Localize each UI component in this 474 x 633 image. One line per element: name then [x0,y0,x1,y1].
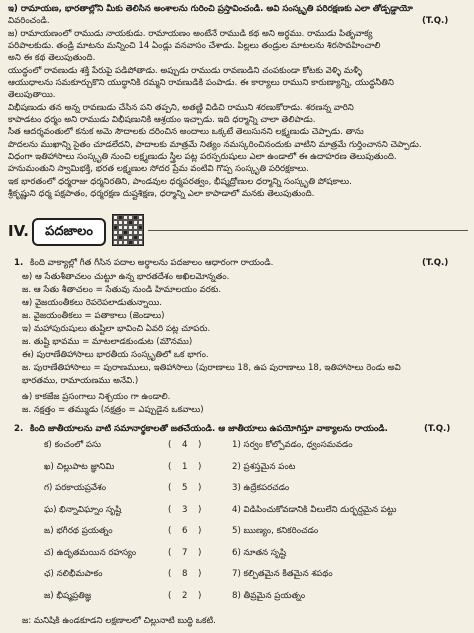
answer-bracket-close: ) [198,504,202,515]
match-right-item: 3) ఉద్రేకపరచడం [232,483,290,493]
answer-bracket-close: ) [198,569,202,579]
match-right-item: 4) విడిపించుకోవడానికి వీలులేని దుర్భర్షమైన పట్టు [232,504,397,515]
list-item: ఈ) పురాణేతిహాసాలు భారతీయ సంస్కృతిలో ఒక భాగం. [22,350,209,360]
answer-line: ఇక భారతంలో ధర్మరాజు ధర్మనిరతిని, పాండవుల ధర్మపరత్వం, భీష్మద్రోణుల ధర్మాన్ని సంస్కృతి పోషకాలు. [8,177,352,187]
answer-bracket-open: ( [168,569,172,579]
list-item: జ. నక్షత్తం = తమ్ముడు (నక్షత్రం = ఎప్పుడైన ఒకవాలు) [22,405,204,415]
match-right-item: 8) తీవ్రమైన ప్రయత్నం [232,590,306,601]
answer-line: తెలుపుతాయి. [8,90,56,100]
match-left-item: క) కంచంలో పసు [44,440,101,450]
match-right-item: 2) ప్రశస్తమైన పంట [232,461,296,472]
answer-line: సీత ఆదర్శవంతులో కనుక అమె సౌదాలకు దరించిన అందాలు ఒక్కటే తెలుసునని లక్ష్మణుడు చెప్పాడు. తాను [8,127,364,137]
match-left-item: జ) భీష్మప్రతిజ్ఞ [44,590,92,601]
answer-line: యుద్ధంలో రావణుడు శక్తి పేరుపై పడిపోతాడు. అప్పుడు రాముడు రావణుడిని చంపకుండా కోటకు వెళ్ళి మళ్ళీ [8,66,363,76]
answer-line: శ్రీకృష్ణుని ధర్మ పక్షపాతం, ధర్మరక్షణ దుష్టశిక్షణ, ధర్మాన్ని ఎలా కాపాడాలో మనకు తెలుపుతుంది. [8,189,315,199]
answer-bracket-open: ( [168,590,172,601]
list-item: జ. వైజయంతీకలు = పతాకాలు (జెండాలు) [22,311,165,321]
question-line: వివరించండి. [8,16,50,26]
answer-bracket-close: ) [198,483,202,493]
list-item: జ. పురాణేతిహాసాలు = పురాణములు, ఇతిహాసాలు (పురాణాలు 18, ఉప పురాణాలు 18, ఇతిహాసాలు రెండు అవి [22,363,401,373]
list-item: ఇ) మహాపురుషులు తుష్టిలా భావించి ఏవరి పట్ల చూపరు. [22,324,211,334]
match-answer: 1 [182,461,188,472]
tq-tag: (T.Q.) [422,258,449,268]
list-item: ఆ) వైజయంతీకలు రెపరెపలాడుతున్నాయి. [22,298,163,308]
list-item: ఉ) కాకజేజ ప్రసంగాలు నిశ్చయం గా ఉండాలి. [22,392,171,402]
match-left-item: ఖ) చిల్లుపాట జ్ఞానిమి [44,461,115,472]
answer-bracket-close: ) [198,526,202,536]
match-right-item: 6) నూతన సృష్టి [232,547,287,558]
match-left-item: ఙ) భగీరథ ప్రయత్నం [44,526,113,536]
tq-tag: (T.Q.) [424,424,451,434]
answer-line: విభీషణుడు తన అన్న రావణుడు చేసిన పని తప్పని, అతణ్ణి విడిచి రాముని శరణుకోరాడు. శరణన్న వారిని [8,103,354,113]
match-right-item: 5) ఋణ్యం, కనికరించడం [232,526,319,536]
answer-bracket-open: ( [168,483,172,493]
section-title: పదజాలం [32,218,106,246]
answer-bracket-open: ( [168,461,172,472]
answer-line: ఆయుధాలను సమకూర్చుకొని యుద్ధానికి రమ్మని రావణుడికి పంపాడు. ఈ కార్యాలు రాముని కారుణ్యాన్ని, యుద్ధనీతిని [8,78,394,88]
crossword-icon [112,214,144,246]
answer-bracket-open: ( [168,526,172,536]
match-answer: 7 [182,547,188,558]
answer-line: హనుమంతుని స్వామిభక్తి, భరత లక్ష్మణుల సోదర ప్రేమ వంటివి గొప్ప సంస్కృతి పరిరక్షకాలు. [8,164,309,174]
question-text: కింది వాక్యాల్లో గీత గీసిన పదాల అర్థాలను పదజాలం ఆధారంగా రాయండి. [30,258,274,268]
answer-line: కాపాడటం ధర్మం అని రాముడు విభీషణునికి ఆశ్రయం ఇచ్చాడు. ఇది ధర్మాన్ని చాలా తెలిపాడు. [8,115,316,125]
section-header [8,218,468,246]
match-answer: 4 [182,440,188,450]
tq-tag: (T.Q.) [422,16,449,26]
answer-line: జ) రామాయణంలో రాముడు నాయకుడు. రామాయణం అంటేనే రాముడి కథ అని అర్థము. రాముడు పితృవాక్య [8,29,373,39]
answer-bracket-open: ( [168,440,172,450]
answer-line: పొదలను ముఖాన్ని సైతం చూడలేదని, పాదాలకు మాత్రమే నిత్యం నమస్కరించినందుకు వాటిని మాత్రమే గుర్తించానని చెప్పాడు. [8,140,422,150]
answer-bracket-close: ) [198,440,202,450]
answer-line: అని ఈ కథ తెలుపుతుంది. [8,53,96,63]
match-right-item: 7) కల్పితమైన కీతమైన శపథం [232,569,333,579]
match-answer: 8 [182,569,188,579]
question-number: 2. [14,424,24,434]
match-left-item: ఘ) భిన్నావిఘ్నాం సృష్టి [44,504,122,515]
answer-line: పరిపాలకుడు. తండ్రి మాటను మన్నించి 14 ఏండ్లు వనవాసం చేశాడు. పిల్లలు తండ్రుల మాటలను శిరసావహించాలి [8,41,381,51]
match-answer: 6 [182,526,188,536]
match-left-item: చ) ఉదృతమయిన రహస్యం [44,547,137,558]
answer-bracket-close: ) [198,461,202,472]
match-right-item: 1) సర్వం కోల్పోవడం, ధ్వంసమవడం [232,440,353,450]
answer-bracket-open: ( [168,547,172,558]
question-line: ఇ) రామాయణ, భారతాల్లోని మీకు తెలిసిన అంశాలను గురించి ప్రస్తావించండి. అవి సంస్కృతి పరిరక్షణకు ఎలా తోడ్పడ్డాయో [8,4,413,14]
list-item: జ. తుష్టి భావము = మాటలాడకుండుట (మౌనము) [22,337,193,347]
match-answer: 2 [182,590,188,601]
answer-bracket-open: ( [168,504,172,515]
section-number: IV. [8,222,29,240]
answer-bracket-close: ) [198,547,202,558]
answer-bracket-close: ) [198,590,202,601]
footer-note: జ: మనిషికి ఉండకూడని లక్షణాలలో చిల్లునాటి బుద్ధి ఒకటి. [22,616,216,626]
question-number: 1. [14,258,24,268]
match-left-item: ఛ) నలిభీమపాకం [44,569,103,579]
divider [148,230,468,231]
list-item: అ) ఆ సేతుశీతాచలం చుట్టూ ఉన్న భారతదేశం అఖిలమోన్నతం. [22,272,230,282]
match-answer: 5 [182,483,188,493]
list-item: జ. ఆ సేతు శీతాచలం = సేతువు నుండి హిమాలయం వరకు. [22,285,222,295]
question-text: కింది జాతీయాలను వాటి సమానార్థకాలతో జతచేయండి. ఆ జాతీయాలు ఉపయోగిస్తూ వాక్యాలను రాయండి. [30,424,388,434]
match-left-item: గ) పరకాయప్రవేశం [44,483,107,493]
answer-line: విధంగా ఇతిహాసాలు సంస్కృతి నుంచి లక్ష్మణుడు స్త్రీల పట్ల పరస్పరుషులు ఎలా ఉండాలో ఈ ఉదాహరణ తెలుపుతుంది. [8,152,397,162]
match-answer: 3 [182,504,188,515]
list-item: భారతము, రామాయణము అనేవి.) [22,376,139,386]
